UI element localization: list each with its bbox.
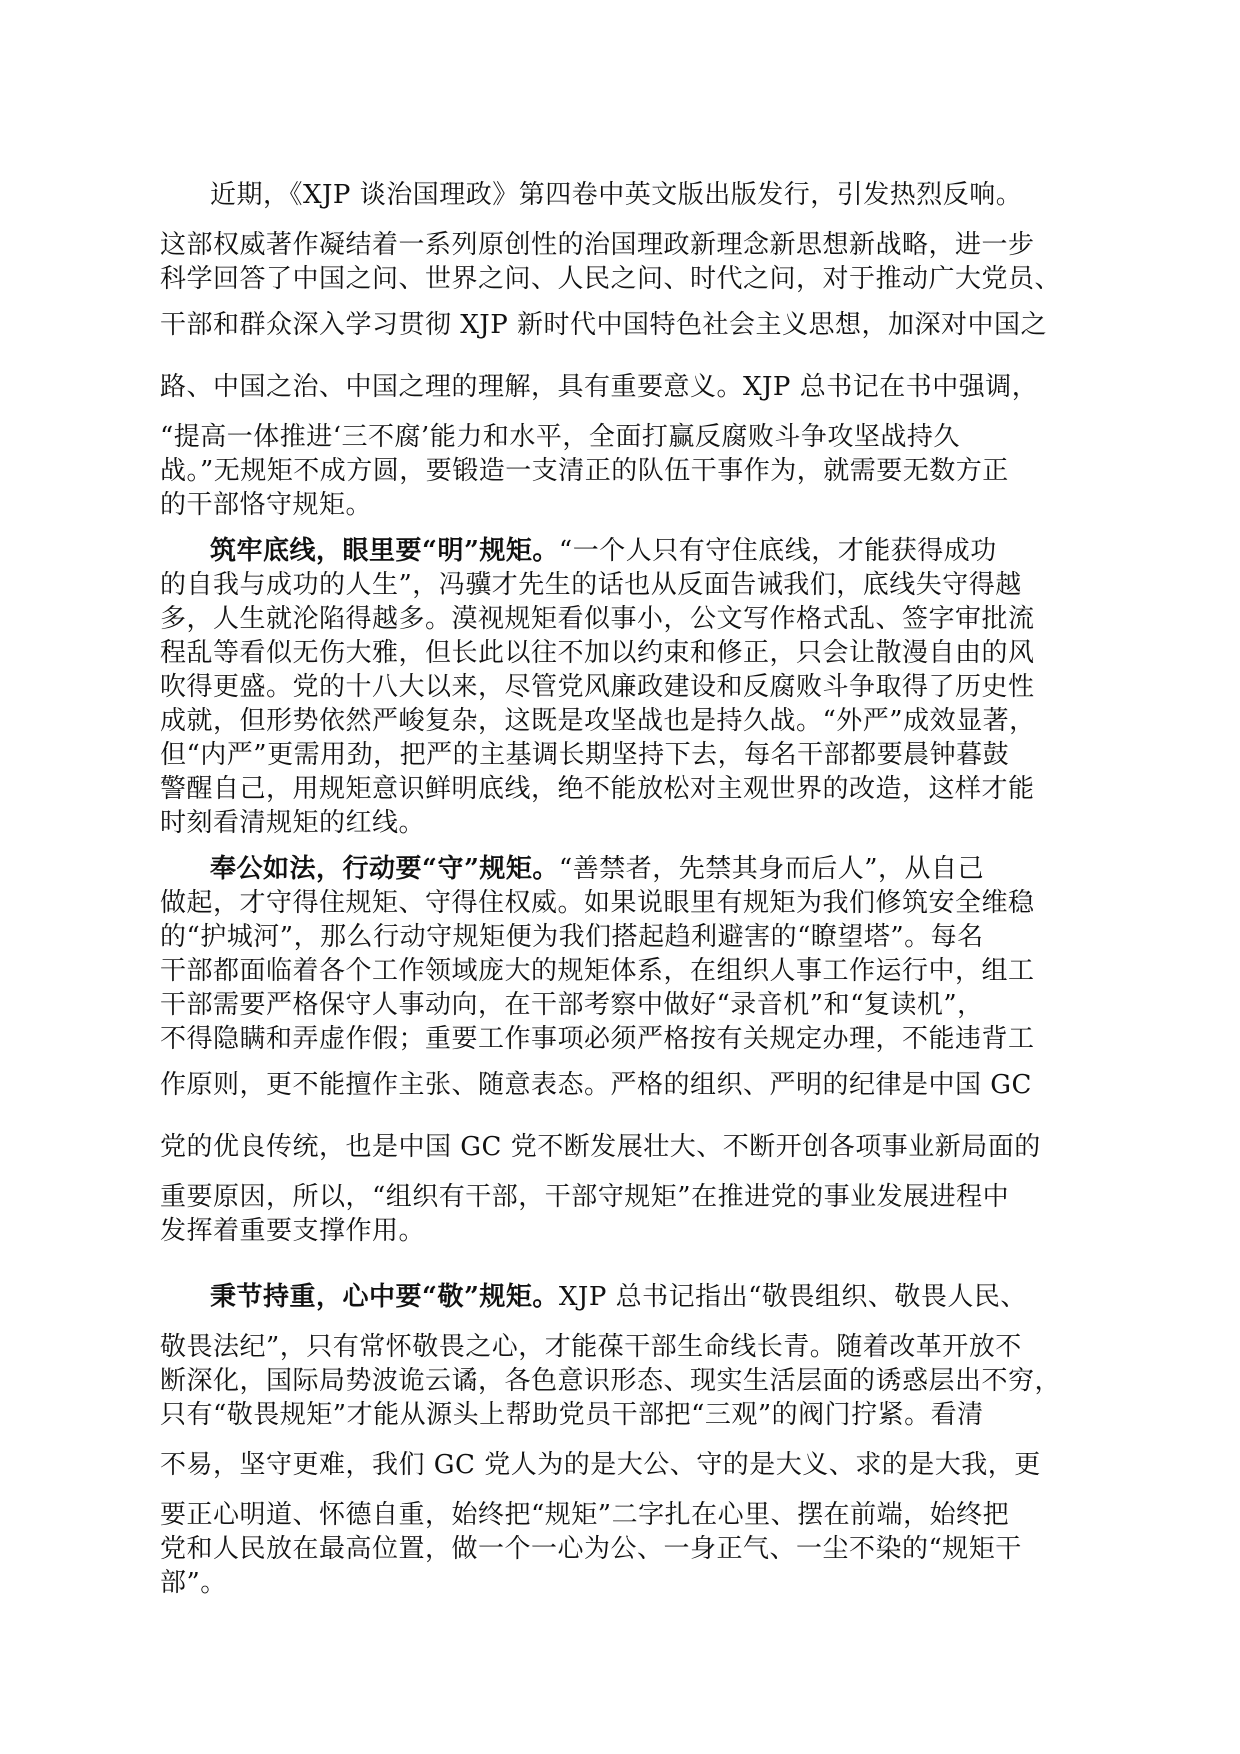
paragraph-2-line-5: 吹得更盛。党的十八大以来，尽管党风廉政建设和反腐败斗争取得了历史性: [160, 672, 1035, 702]
paragraph-2-heading: 筑牢底线，眼里要“明”规矩。: [210, 536, 559, 566]
paragraph-1-line-3: 科学回答了中国之问、世界之问、人民之问、时代之问，对于推动广大党员、: [160, 264, 1062, 294]
paragraph-3-heading: 奉公如法，行动要“守”规矩。: [210, 854, 559, 884]
paragraph-4-line-5: 不易，坚守更难，我们 GC 党人为的是大公、守的是大义、求的是大我，更: [160, 1450, 1041, 1480]
paragraph-2-line-9: 时刻看清规矩的红线。: [160, 808, 426, 838]
paragraph-3-line-7: 作原则，更不能擅作主张、随意表态。严格的组织、严明的纪律是中国 GC: [160, 1070, 1032, 1100]
paragraph-3-line-8: 党的优良传统，也是中国 GC 党不断发展壮大、不断开创各项事业新局面的: [160, 1132, 1041, 1162]
paragraph-1-line-5: 路、中国之治、中国之理的理解，具有重要意义。XJP 总书记在书中强调，: [160, 372, 1039, 402]
paragraph-1-line-2: 这部权威著作凝结着一系列原创性的治国理政新理念新思想新战略，进一步: [160, 230, 1035, 260]
paragraph-4-line-1: 秉节持重，心中要“敬”规矩。XJP 总书记指出“敬畏组织、敬畏人民、: [210, 1282, 1027, 1312]
paragraph-1-line-6: “提高一体推进‘三不腐’能力和水平，全面打赢反腐败斗争攻坚战持久: [160, 422, 960, 452]
paragraph-4-line-6: 要正心明道、怀德自重，始终把“规矩”二字扎在心里、摆在前端，始终把: [160, 1500, 1010, 1530]
paragraph-4-line-8: 部”。: [160, 1568, 227, 1598]
paragraph-2-line-4: 程乱等看似无伤大雅，但长此以往不加以约束和修正，只会让散漫自由的风: [160, 638, 1035, 668]
paragraph-4-line-2: 敬畏法纪”，只有常怀敬畏之心，才能葆干部生命线长青。随着改革开放不: [160, 1332, 1022, 1362]
paragraph-2-line-3: 多，人生就沦陷得越多。漠视规矩看似事小，公文写作格式乱、签字审批流: [160, 604, 1035, 634]
paragraph-3-line-1: 奉公如法，行动要“守”规矩。“善禁者，先禁其身而后人”，从自己: [210, 854, 985, 884]
paragraph-3-line-6: 不得隐瞒和弄虚作假；重要工作事项必须严格按有关规定办理，不能违背工: [160, 1024, 1035, 1054]
paragraph-3-line-2: 做起，才守得住规矩、守得住权威。如果说眼里有规矩为我们修筑安全维稳: [160, 888, 1035, 918]
paragraph-2-line-6: 成就，但形势依然严峻复杂，这既是攻坚战也是持久战。“外严”成效显著，: [160, 706, 1036, 736]
paragraph-1-line-4: 干部和群众深入学习贯彻 XJP 新时代中国特色社会主义思想，加深对中国之: [160, 310, 1047, 340]
paragraph-4-line-7: 党和人民放在最高位置，做一个一心为公、一身正气、一尘不染的“规矩干: [160, 1534, 1022, 1564]
paragraph-2-line-2: 的自我与成功的人生”，冯骥才先生的话也从反面告诫我们，底线失守得越: [160, 570, 1022, 600]
paragraph-4-line-3: 断深化，国际局势波诡云谲，各色意识形态、现实生活层面的诱惑层出不穷，: [160, 1366, 1062, 1396]
paragraph-4-line-4: 只有“敬畏规矩”才能从源头上帮助党员干部把“三观”的阀门拧紧。看清: [160, 1400, 984, 1430]
paragraph-1-line-8: 的干部恪守规矩。: [160, 490, 373, 520]
paragraph-3-line-9: 重要原因，所以，“组织有干部，干部守规矩”在推进党的事业发展进程中: [160, 1182, 1010, 1212]
paragraph-2-line-1: 筑牢底线，眼里要“明”规矩。“一个人只有守住底线，才能获得成功: [210, 536, 997, 566]
paragraph-4-heading: 秉节持重，心中要“敬”规矩。: [210, 1282, 559, 1312]
paragraph-3-line-5: 干部需要严格保守人事动向，在干部考察中做好“录音机”和“复读机”，: [160, 990, 984, 1020]
paragraph-1-line-1: 近期，《XJP 谈治国理政》第四卷中英文版出版发行，引发热烈反响。: [210, 180, 1023, 210]
paragraph-1-line-7: 战。”无规矩不成方圆，要锻造一支清正的队伍干事作为，就需要无数方正: [160, 456, 1009, 486]
paragraph-3-line-3: 的“护城河”，那么行动守规矩便为我们搭起趋利避害的“瞭望塔”。每名: [160, 922, 984, 952]
paragraph-3-line-10: 发挥着重要支撑作用。: [160, 1216, 426, 1246]
paragraph-3-line-4: 干部都面临着各个工作领域庞大的规矩体系，在组织人事工作运行中，组工: [160, 956, 1035, 986]
paragraph-2-line-7: 但“内严”更需用劲，把严的主基调长期坚持下去，每名干部都要晨钟暮鼓: [160, 740, 1010, 770]
paragraph-2-line-8: 警醒自己，用规矩意识鲜明底线，绝不能放松对主观世界的改造，这样才能: [160, 774, 1035, 804]
